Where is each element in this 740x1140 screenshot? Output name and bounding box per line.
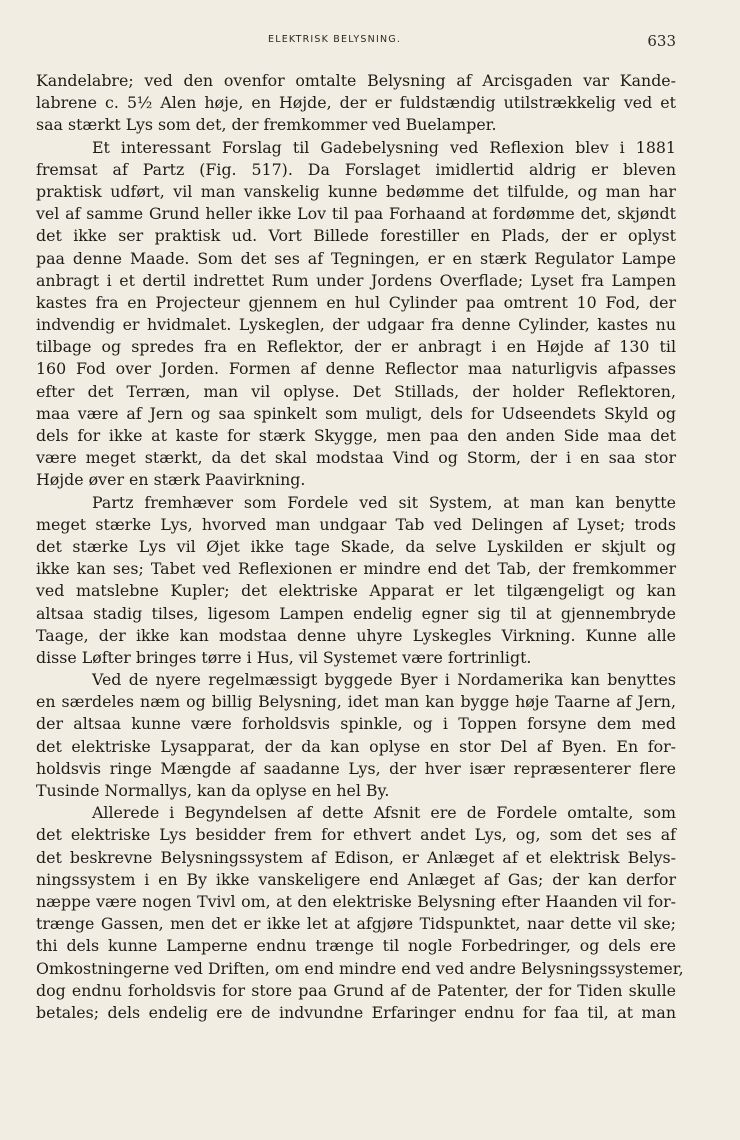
text-line: betales; dels endelig ere de indvundne Erfaringer endnu for faa til, at man — [36, 1002, 676, 1022]
text-line: Omkostningerne ved Driften, om end mindre end ved andre Belysningssystemer, — [36, 958, 684, 978]
text-line: det elektriske Lysapparat, der da kan oplyse en stor Del af Byen. En for- — [36, 736, 676, 756]
text-line: Allerede i Begyndelsen af dette Afsnit ere de Fordele omtalte, som — [92, 803, 676, 823]
text-line: Tusinde Normallys, kan da oplyse en hel By. — [36, 781, 390, 800]
text-line: det ikke ser praktisk ud. Vort Billede forestiller en Plads, der er oplyst — [36, 226, 676, 246]
text-line: kastes fra en Projecteur gjennem en hul Cylinder paa omtrent 10 Fod, der — [36, 292, 676, 312]
text-line: fremsat af Partz (Fig. 517). Da Forslaget imidlertid aldrig er bleven — [36, 159, 676, 179]
body-text — [36, 70, 684, 1024]
text-line: Kandelabre; ved den ovenfor omtalte Belysning af Arcisgaden var Kande- — [36, 71, 676, 90]
text-line: det beskrevne Belysningssystem af Edison, er Anlæget af et elektrisk Belys- — [36, 847, 676, 867]
text-line: ved matslebne Kupler; det elektriske Apparat er let tilgængeligt og kan — [36, 581, 676, 601]
running-title: ELEKTRISK BELYSNING. — [268, 34, 402, 45]
text-line: dels for ikke at kaste for stærk Skygge, men paa den anden Side maa det — [36, 426, 676, 445]
text-line: holdsvis ringe Mængde af saadanne Lys, der hver især repræsenterer flere — [36, 758, 676, 778]
text-line: paa denne Maade. Som det ses af Tegningen, er en stærk Regulator Lampe — [36, 248, 676, 268]
text-line: indvendig er hvidmalet. Lyskeglen, der udgaar fra denne Cylinder, kastes nu — [36, 315, 676, 335]
text-line: det elektriske Lys besidder frem for ethvert andet Lys, og, som det ses af — [36, 825, 676, 845]
running-head — [0, 32, 740, 52]
text-line: dog endnu forholdsvis for store paa Grund af de Patenter, der for Tiden skulle — [36, 980, 676, 1000]
text-line: vel af samme Grund heller ikke Lov til paa Forhaand at fordømme det, skjøndt — [36, 204, 676, 224]
text-line: det stærke Lys vil Øjet ikke tage Skade, da selve Lyskilden er skjult og — [36, 536, 676, 556]
text-line: efter det Terræn, man vil oplyse. Det Stillads, der holder Reflektoren, — [36, 381, 676, 401]
text-line: tilbage og spredes fra en Reflektor, der er anbragt i en Højde af 130 til — [36, 337, 676, 357]
text-line: anbragt i et dertil indrettet Rum under Jordens Overflade; Lyset fra Lampen — [36, 270, 676, 290]
page-number: 633 — [647, 32, 676, 50]
text-line: thi dels kunne Lamperne endnu trænge til nogle Forbedringer, og dels ere — [36, 936, 676, 956]
text-line: ningssystem i en By ikke vanskeligere end Anlæget af Gas; der kan derfor — [36, 869, 676, 889]
text-line: Ved de nyere regelmæssigt byggede Byer i Nordamerika kan benyttes — [92, 670, 676, 690]
text-line: der altsaa kunne være forholdsvis spinkle, og i Toppen forsyne dem med — [36, 714, 676, 734]
text-line: Taage, der ikke kan modstaa denne uhyre Lyskegles Virkning. Kunne alle — [36, 625, 676, 645]
text-line: labrene c. 5½ Alen høje, en Højde, der er fuldstændig utilstrækkelig ved et — [36, 93, 676, 113]
text-line: Højde øver en stærk Paavirkning. — [36, 470, 306, 490]
text-line: næppe være nogen Tvivl om, at den elektriske Belysning efter Haanden vil for- — [36, 891, 676, 911]
text-line: praktisk udført, vil man vanskelig kunne bedømme det tilfulde, og man har — [36, 181, 676, 201]
text-line: Et interessant Forslag til Gadebelysning ved Reflexion blev i 1881 — [92, 137, 676, 157]
text-line: maa være af Jern og saa spinkelt som muligt, dels for Udseendets Skyld og — [36, 403, 676, 423]
text-line: meget stærke Lys, hvorved man undgaar Tab ved Delingen af Lyset; trods — [36, 514, 676, 534]
text-line: en særdeles næm og billig Belysning, idet man kan bygge høje Taarne af Jern, — [36, 692, 676, 712]
text-line: trænge Gassen, men det er ikke let at afgjøre Tidspunktet, naar dette vil ske; — [36, 914, 676, 934]
text-line: ikke kan ses; Tabet ved Reflexionen er mindre end det Tab, der fremkommer — [36, 559, 676, 579]
text-line: være meget stærkt, da det skal modstaa Vind og Storm, der i en saa stor — [36, 448, 676, 468]
text-line: Partz fremhæver som Fordele ved sit System, at man kan benytte — [92, 492, 676, 512]
text-line: saa stærkt Lys som det, der fremkommer ved Buelamper. — [36, 115, 497, 135]
text-line: altsaa stadig tilses, ligesom Lampen endelig egner sig til at gjennembryde — [36, 603, 676, 623]
text-line: disse Løfter bringes tørre i Hus, vil Systemet være fortrinligt. — [36, 647, 532, 667]
text-line: 160 Fod over Jorden. Formen af denne Reflector maa naturligvis afpasses — [36, 359, 676, 379]
